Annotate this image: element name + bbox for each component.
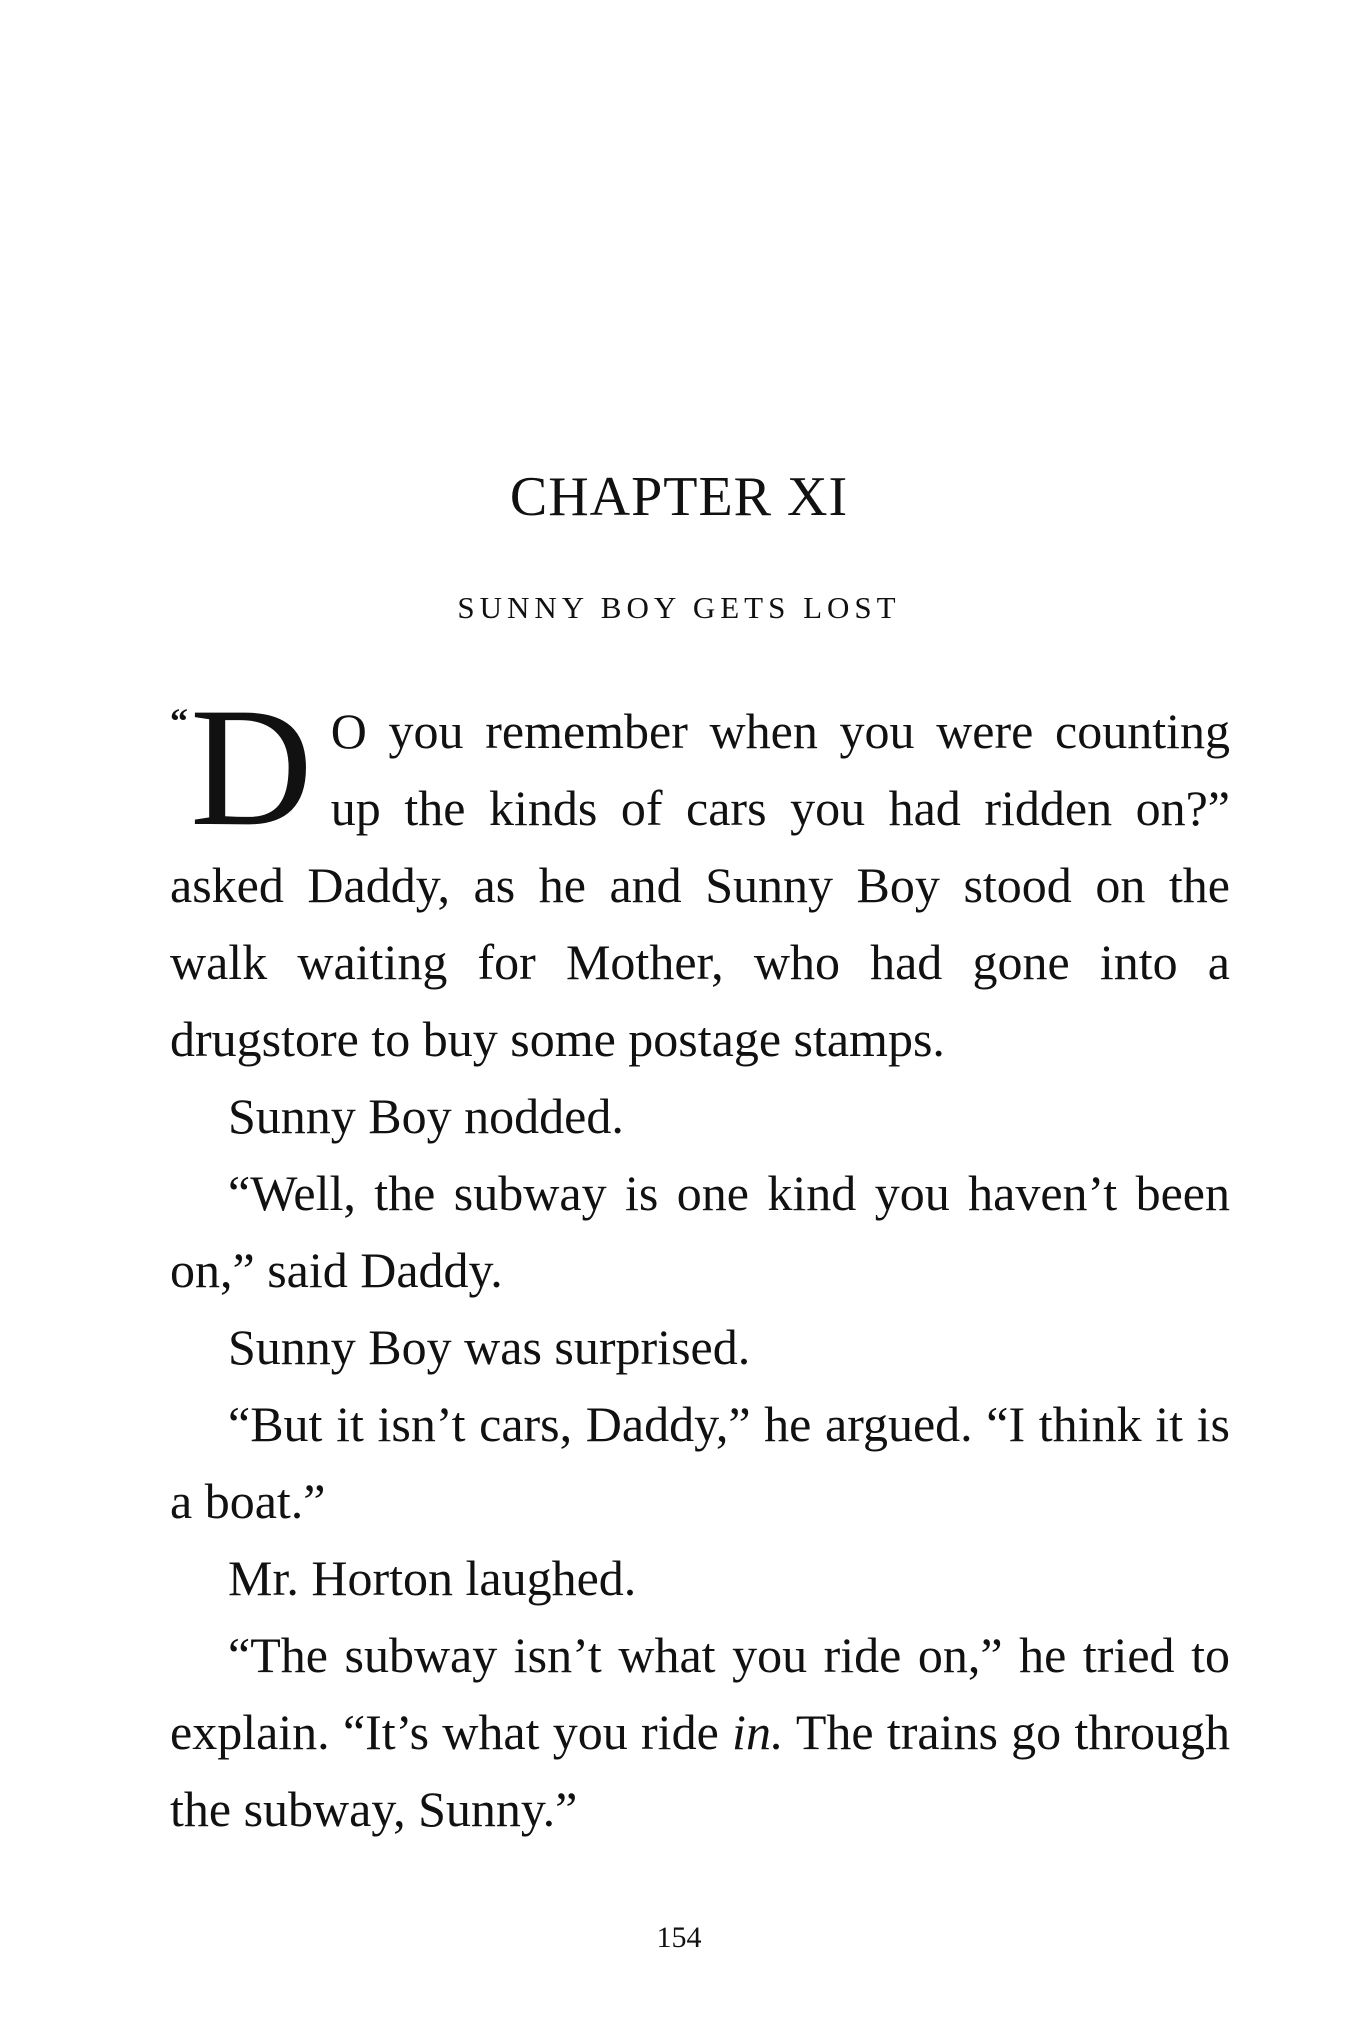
page-number: 154 (656, 1921, 702, 1954)
body-text (170, 673, 1230, 1848)
paragraph: “Well, the subway is one kind you haven’t been on,” said Daddy. (170, 1165, 1230, 1298)
chapter-subtitle: SUNNY BOY GETS LOST (457, 590, 901, 625)
paragraph: “But it isn’t cars, Daddy,” he argued. “I think it is a boat.” (170, 1396, 1230, 1529)
last-paragraph (170, 1617, 1230, 1848)
last-paragraph-text-start: “The subway isn’t what you ride on,” he tried to explain. “It’s what you ride (170, 1627, 1230, 1760)
chapter-title: CHAPTER XI (509, 466, 849, 528)
paragraph: Sunny Boy nodded. (228, 1088, 624, 1144)
drop-cap: D (190, 673, 313, 861)
paragraph: Mr. Horton laughed. (228, 1550, 637, 1606)
last-paragraph-text-end: The trains go through the subway, Sunny.” (170, 1704, 1230, 1837)
emphasized-word: in. (732, 1704, 784, 1760)
paragraph: Sunny Boy was surprised. (228, 1319, 751, 1375)
opening-paragraph (170, 673, 1230, 1078)
opening-text: O you remember when you were counting up the kinds of cars you had ridden on?” asked Daddy, as he and Sunny Boy stood on the walk waiting for Mother, who had gone into a drugstore to buy some postage stamps. (170, 703, 1230, 1067)
opening-quote-mark: “ (170, 701, 188, 741)
